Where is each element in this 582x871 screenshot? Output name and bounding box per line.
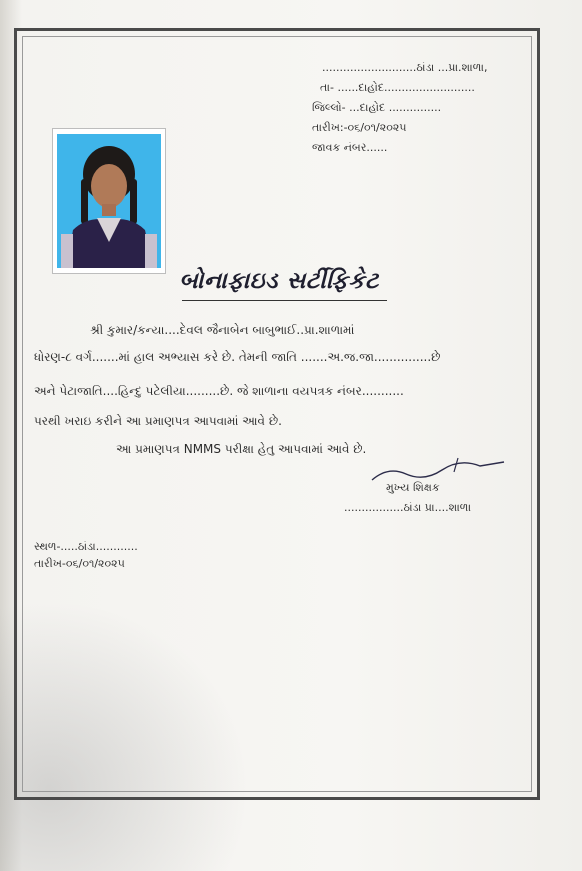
district-line: જિલ્લો- ...દાહોદ ............... <box>312 101 442 114</box>
outward-number-line: જાવક નંબર...... <box>312 141 388 154</box>
body-line-student: શ્રી કુમાર/કન્યા....દેવલ જૈનાબેન બાબુભાઈ..પ્રા.શાળામાં <box>90 323 355 337</box>
student-photo <box>52 128 166 274</box>
certificate-title: બોનાફાઇડ સર્ટીફિકેટ <box>179 267 379 294</box>
footer-date-line: તારીખ-૦૬/૦૧/૨૦૨૫ <box>34 557 125 570</box>
body-line-verification: પરથી ખરાઇ કરીને આ પ્રમાણપત્ર આપવામાં આવે છે. <box>34 414 282 428</box>
header-date-line: તારીખ:-૦૬/૦૧/૨૦૨૫ <box>312 121 407 134</box>
student-portrait-icon <box>57 134 161 268</box>
headmaster-label: મુખ્ય શિક્ષક <box>386 481 440 494</box>
signature-school-line: .................ઠાંડા પ્રા....શાળા <box>344 501 472 514</box>
school-name-line: ...........................ઠાંડા ...પ્રા.શાળા, <box>322 61 488 74</box>
body-line-purpose: આ પ્રમાણપત્ર NMMS પરીક્ષા હેતુ આપવામાં આવે છે. <box>116 442 367 456</box>
photo-image <box>57 134 161 268</box>
title-underline <box>182 300 387 301</box>
body-line-subcaste: અને પેટાજાતિ....હિન્દુ પટેલીયા.........છે. જે શાળાના વયપત્રક નંબર........... <box>34 384 404 398</box>
taluka-line: તા- ......દાહોદ.......................... <box>320 81 475 94</box>
place-line: સ્થળ-.....ઠાંડા............ <box>34 540 138 553</box>
body-line-standard: ધોરણ-૮ વર્ગ.......માં હાલ અભ્યાસ કરે છે. તેમની જાતિ .......અ.જ.જા...............છે <box>34 350 441 364</box>
